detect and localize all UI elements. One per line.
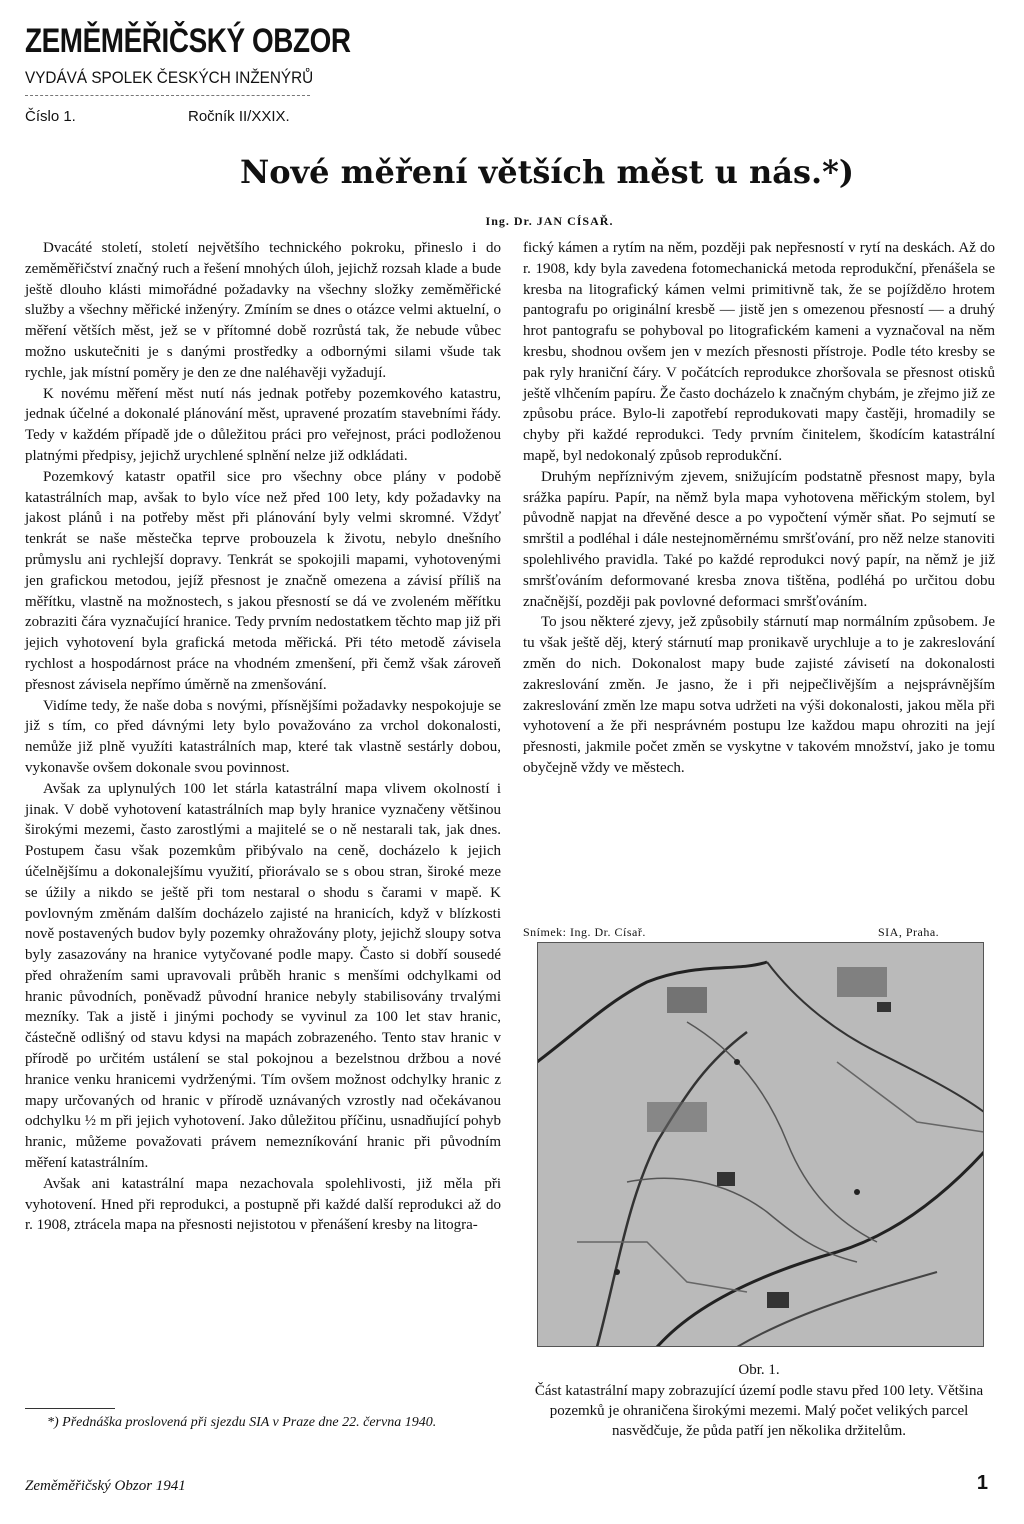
- journal-title: ZEMĚMĚŘIČSKÝ OBZOR: [25, 22, 351, 60]
- photo-credit: Snímek: Ing. Dr. Císař.: [523, 925, 646, 939]
- paragraph: Dvacáté století, století největšího technického pokroku, přineslo i do zeměměřičství značný ruch a řešení mnohých úloh, jejichž rozsah klade a bude ještě dlouho klásti mimořádné požadavky na všechny složky zeměměřické služby a všechny měřické inženýry. Zmíním se dnes o otázce velmi aktuelní, o měření větších měst, jež se v přítomné době rozrůstá tak, že nebude vůbec možno uskutečniti je s danými prostředky a odbornými silami všude tak rychle, jak místní poměry je den ze dne naléhavěji vyžadují.: [25, 240, 501, 381]
- article-author: Ing. Dr. JAN CÍSAŘ.: [485, 214, 614, 228]
- paragraph: K novému měření měst nutí nás jednak potřeby pozemkového katastru, jednak účelné a dokonalé plánování měst, upravené prozatím stavebními řády. Tedy v každém případě jde o důležitou práci pro veřejnost, práci podloženou platnými předpisy, jejichž urychlené splnění nelze již odkládati.: [25, 385, 501, 464]
- right-column: [523, 238, 995, 779]
- paragraph: Vidíme tedy, že naše doba s novými, přísnějšími požadavky nespokojuje se již s tím, co před dávnými lety bylo považováno za vrchol dokonalosti, nemůže již plně využíti katastrálních map, které tak vlastně sestárly dobou, vykonavše ovšem dokonale svou povinnost.: [25, 697, 501, 776]
- article-title: Nové měření větších měst u nás.*): [239, 153, 855, 191]
- paragraph: Avšak za uplynulých 100 let stárla katastrální mapa vlivem okolností i jinak. V době vyhotovení katastrálních map byly hranice vyznačeny většinou širokými mezemi, často zarostlými a majitelé se o ně nestarali tak, jak dnes. Postupem času však pozemkům přibývalo na ceně, docházelo k jejich účelnějšímu a dokonalejšímu využití, přiorávalo se s obou stran, široké meze se úžily a nikdo se ještě při tom nestaral o shodu s čarami v mapě. K povlovným změnám dalším docházelo zajisté na hranicích, když v blízkosti nově postavených budov byly pozemky ohražovány ploty, jejichž sloupy sotva byly zasazovány na hranice vytyčované podle mapy. Často si dobří sousedé před ohražením sami upravovali průběh hranic s menšími odchylkami od hranic původních, poněvadž původní hranice nebyly stabilisovány trvalými mezníky. Tak a jistě i jinými pochody se vyvinul za 100 let stav hranic, částečně odlišný od stavu kdysi na mapách zobrazeného. Tento stav hranic v přírodě po určitém ustálení se stal pokojnou a bezelstnou držbou a nové hranice venku hranicemi vydrženými. Tím ovšem možnost odchylky hranic z mapy určovaných od hranic v přírodě uznávaných vzrostly nad očekávanou odchylku ½ m při jejich vyhotovení. Jako důležitou příčinu, usnadňující pohyb hranic, můžeme považovati právem nemezníkování hranic při původním měření katastrálním.: [25, 780, 501, 1172]
- issue-number: Číslo 1.: [25, 108, 76, 125]
- paragraph: fický kámen a rytím na něm, později pak nepřesností v rytí na deskách. Až do r. 1908, kdy byla zavedena fotomechanická metoda reprodukční, přenášela se kresba na litografický kámen velmi primitivně tak, že se pojížděло hrotem pantografu po originální kresbě — jistě jen s omezenou přesností — a druhý hrot pantografu se pohyboval po litografickém kameni a vyznačoval na něm kresbu, shodnou ovšem jen v mezích přesnosti přístroje. Podle této kresby se pak ryly hraniční čáry. V počátcích reprodukce zhoršovala se přesnost otisků ještě vlhčením papíru. Že často docházelo k značným chybám, je zřejmo již ze způsobu práce. Bylo-li zapotřebí reprodukovati mapy častěji, hromadily se chyby při každé reprodukci. Tedy prvním činitelem, škodícím katastrální mapě, byl nedokonalý způsob reprodukční.: [523, 240, 995, 464]
- publisher-line: VYDÁVÁ SPOLEK ČESKÝCH INŽENÝRŮ: [25, 68, 314, 87]
- paragraph: Pozemkový katastr opatřil sice pro všechny obce plány v podobě katastrálních map, avšak to bylo více než před 100 lety, kdy požadavky na jakost plánů i na potřeby měst při plánování byly velmi skromné. Vždyť tenkrát se naše městečka teprve probouzela k životu, nebylo dnešního průmyslu ani rychlejší dopravy. Tenkrát se spokojili mapami, vyhotovenými jen grafickou metodou, jejíž přesnost je značně omezena a závisí příliš na měřítku, vlastně na možnostech, s jakou přesností se dá ve zvoleném měřítku zobraziti čára vyznačující hranice. Tedy prvním nedostatkem těchto map již při jejich vyhotovení byla grafická metoda měřická. Při této metodě závisela rychlost a hospodárnost práce na vhodném zmenšení, při čemž však zároveň přesnost závisela nepřímo úměrně na zmenšování.: [25, 468, 501, 693]
- paragraph: Avšak ani katastrální mapa nezachovala spolehlivosti, již měla při vyhotovení. Hned při reprodukci, a postupně při každé další reprodukci až do r. 1908, ztrácela mapa na přesnosti nejistotou v přenášení kresby na litogra-: [25, 1175, 501, 1234]
- footnote-divider: [25, 1408, 115, 1409]
- volume-number: Ročník II/XXIX.: [188, 108, 290, 125]
- paragraph: Druhým nepříznivým zjevem, snižujícím podstatně přesnost mapy, byla srážka papíru. Papír, na němž byla mapa vyhotovena měřickým stolem, byl původně napjat na dřevěné desce a po vypočtení výměr sňat. Po sejmutí se smrštil a podléhal i dále nestejnoměrnému smršťování, pro něž nelze stanoviti spolehlivého pravidla. Také po každé reprodukci nový papír, na němž je již smršťováním deformované kresba znova tištěna, podléhá po určitou dobu značnější, později pak povlovné deformaci smršťováním.: [523, 468, 995, 610]
- footer-journal: Zeměměřičský Obzor 1941: [25, 1478, 186, 1494]
- figure-number: Obr. 1.: [738, 1362, 780, 1378]
- masthead-divider: [25, 95, 310, 96]
- paragraph: To jsou některé zjevy, jež způsobily stárnutí map normálním způsobem. Je tu však ještě děj, který stárnutí map pronikavě urychluje a to je zakreslování změn do nich. Dokonalost mapy bude zajisté závisetí na dokonalosti zakreslování změn. Je jasno, že i při nejpečlivějším a nejsprávnějším zakreslování změn lze mapu sotva udržeti na výši dokonalosti, jakou měla při vyhotovení a že při nesprávném postupu lze každou mapu ohroziti na její přesnosti, jakmile počet změn se vyskytne v takovém množství, jako je tomu obyčejně vždy ve městech.: [523, 614, 995, 776]
- photo-source: SIA, Praha.: [878, 925, 940, 939]
- figure-caption: Část katastrální mapy zobrazující území podle stavu před 100 lety. Většina pozemků je ohraničena širokými mezemi. Malý počet velikých parcel nasvědčuje, že půda patří jen několika držitelům.: [534, 1383, 984, 1439]
- page-number: 1: [976, 1472, 988, 1494]
- cadastral-map-photo: [537, 942, 984, 1347]
- left-column: [25, 238, 501, 1236]
- footnote: *) Přednáška proslovená při sjezdu SIA v Praze dne 22. června 1940.: [47, 1415, 437, 1430]
